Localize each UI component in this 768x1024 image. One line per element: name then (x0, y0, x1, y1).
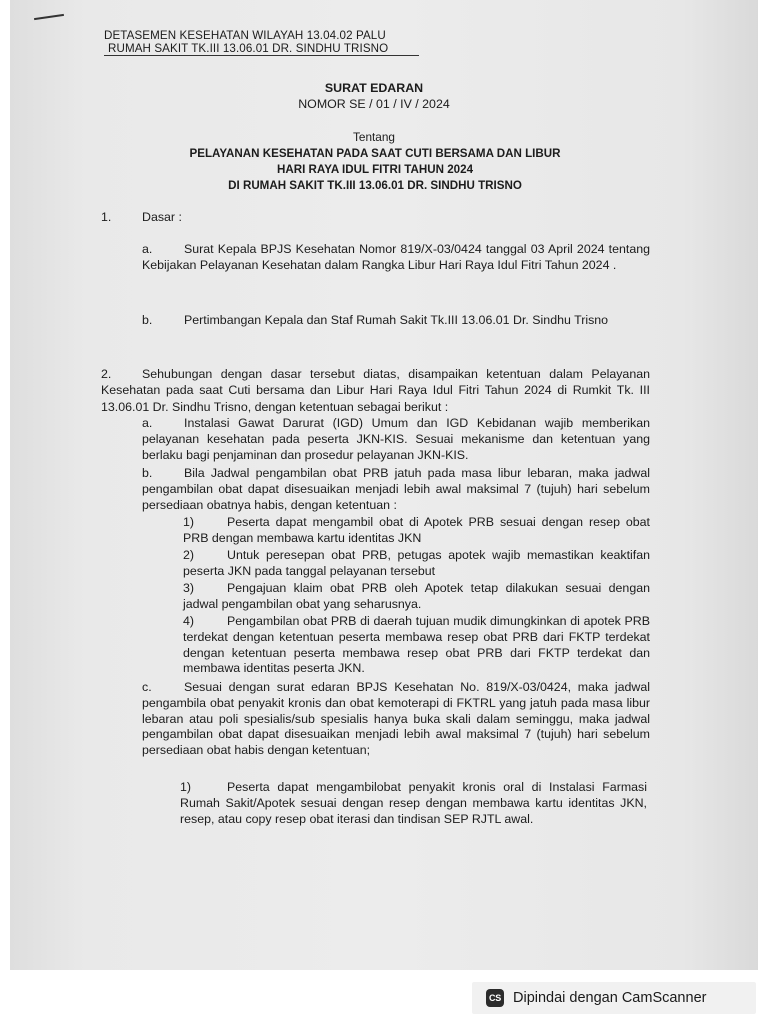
list-item-b3-label: 3) (183, 581, 195, 595)
camscanner-watermark (472, 982, 756, 1014)
section-2-intro-text: Sehubungan dengan dasar tersebut diatas, disampaikan ketentuan dalam Pelayanan Kesehatan pada saat Cuti bersama dan Libur Hari Raya Idul Fitri Tahun 2024 di Rumkit Tk. III 13.06.01 Dr. Sindhu Trisno, dengan ketentuan sebagai berikut : (101, 367, 650, 414)
section-1-number: 1. (101, 210, 112, 224)
subject-line-3: DI RUMAH SAKIT TK.III 13.06.01 DR. SINDHU TRISNO (228, 179, 522, 192)
section-1-heading: Dasar : (142, 210, 182, 224)
section-1-item-b-text: Pertimbangan Kepala dan Staf Rumah Sakit Tk.III 13.06.01 Dr. Sindhu Trisno (184, 313, 609, 327)
letterhead-underline (104, 55, 419, 56)
list-item-b1 (183, 515, 650, 547)
list-item-b2 (183, 548, 650, 580)
section-2-item-b (142, 466, 650, 513)
section-2-item-c-label: c. (142, 680, 152, 694)
section-2-item-b-label: b. (142, 466, 153, 480)
section-2-item-a-text: Instalasi Gawat Darurat (IGD) Umum dan IGD Kebidanan wajib memberikan pelayanan kesehatan pada peserta JKN-KIS. Sesuai mekanisme dan ketentuan yang berlaku bagi penjaminan dan prosedur pelayanan JKN-KIS. (142, 416, 650, 462)
section-1-item-a-text: Surat Kepala BPJS Kesehatan Nomor 819/X-03/0424 tanggal 03 April 2024 tentang Kebijakan Pelayanan Kesehatan dalam Rangka Libur Hari Raya Idul Fitri Tahun 2024 . (142, 242, 650, 273)
section-2-item-a (142, 416, 650, 463)
list-item-c1-text: Peserta dapat mengambilobat penyakit kronis oral di Instalasi Farmasi Rumah Sakit/Apotek sesuai dengan resep dengan membawa kartu identitas JKN, resep, atau copy resep obat iterasi dan tindisan SEP RJTL awal. (180, 780, 647, 826)
section-1-item-a-label: a. (142, 242, 153, 256)
list-item-b4 (183, 614, 650, 677)
list-item-b3 (183, 581, 650, 613)
list-item-b2-text: Untuk peresepan obat PRB, petugas apotek wajib memastikan keaktifan peserta JKN pada tanggal pelayanan tersebut (183, 548, 650, 578)
section-1-item-b (142, 312, 650, 328)
section-1-item-a (142, 241, 650, 274)
tentang-label: Tentang (353, 130, 395, 144)
section-1-item-b-label: b. (142, 313, 153, 327)
list-item-b1-label: 1) (183, 515, 195, 529)
camscanner-label: Dipindai dengan CamScanner (513, 990, 707, 1006)
subject-line-1: PELAYANAN KESEHATAN PADA SAAT CUTI BERSAMA DAN LIBUR (189, 147, 561, 160)
camscanner-logo-icon: CS (486, 989, 504, 1007)
list-item-b1-text: Peserta dapat mengambil obat di Apotek PRB sesuai dengan resep obat PRB dengan membawa kartu identitas JKN (183, 515, 650, 545)
section-2-item-b-text: Bila Jadwal pengambilan obat PRB jatuh pada masa libur lebaran, maka jadwal pengambilan obat dapat disesuaikan menjadi lebih awal maksimal 7 (tujuh) hari sebelum persediaan obatnya habis, dengan ketentuan : (142, 466, 650, 512)
letterhead-line-2: RUMAH SAKIT TK.III 13.06.01 DR. SINDHU TRISNO (108, 42, 389, 55)
section-2-item-a-label: a. (142, 416, 153, 430)
list-item-b2-label: 2) (183, 548, 195, 562)
document-number: NOMOR SE / 01 / IV / 2024 (298, 97, 450, 111)
letterhead-line-1: DETASEMEN KESEHATAN WILAYAH 13.04.02 PALU (104, 29, 386, 42)
list-item-b4-label: 4) (183, 614, 195, 628)
list-item-b4-text: Pengambilan obat PRB di daerah tujuan mudik dimungkinkan di apotek PRB terdekat dengan ketentuan peserta membawa resep obat PRB dari FKTP terdekat dengan ketentuan peserta membawa resep obat PRB dari FKTP terdekat dan membawa identitas peserta JKN. (183, 614, 650, 676)
list-item-c1 (180, 780, 647, 827)
section-2-item-c (142, 680, 650, 759)
subject-line-2: HARI RAYA IDUL FITRI TAHUN 2024 (276, 163, 474, 176)
section-2-item-c-text: Sesuai dengan surat edaran BPJS Kesehatan No. 819/X-03/0424, maka jadwal pengambila obat penyakit kronis dan obat kemoterapi di FKTRL yang jatuh pada masa libur lebaran atau poli spesialis/sub spesialis hanya buka skali dalam seminggu, maka jadwal pengambilan obat dapat disesuaikan menjadi lebih awal maksimal 7 (tujuh) hari sebelum persediaan obat habis dengan ketentuan; (142, 680, 650, 758)
document-type: SURAT EDARAN (324, 81, 424, 95)
list-item-b3-text: Pengajuan klaim obat PRB oleh Apotek tetap dilakukan sesuai dengan jadwal pengambilan obat yang seharusnya. (183, 581, 650, 611)
section-2-number: 2. (101, 367, 112, 381)
list-item-c1-label: 1) (180, 780, 192, 794)
section-2-intro (101, 366, 650, 415)
